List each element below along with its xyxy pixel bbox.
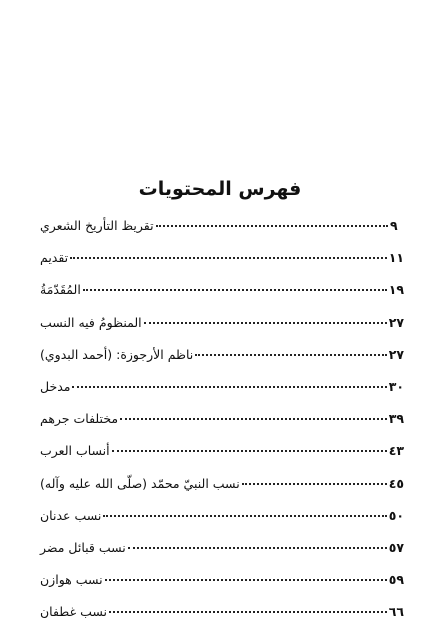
toc-entry: [36, 379, 406, 411]
toc-entry: [36, 218, 406, 250]
toc-entry: [36, 508, 406, 540]
toc-entry: [36, 604, 406, 636]
table-of-contents: [36, 218, 406, 636]
toc-entry: [36, 540, 406, 572]
toc-entry-page: ٤٥: [388, 475, 404, 491]
toc-entry-title: المنظومُ فيه النسب: [40, 314, 142, 330]
leader-dots: [105, 578, 387, 581]
toc-entry-page: ٦٦: [388, 604, 404, 620]
toc-entry: [36, 572, 406, 604]
leader-dots: [128, 546, 387, 549]
toc-entry: [36, 315, 406, 347]
toc-entry-title: تقريظ التأريخ الشعري: [40, 218, 154, 233]
toc-entry-page: ١١: [388, 250, 404, 266]
toc-entry-title: ناظم الأرجوزة: (أحمد البدوي): [40, 346, 194, 362]
toc-entry-title: نسب قبائل مضر: [40, 539, 126, 555]
toc-entry: [36, 476, 406, 508]
leader-dots: [109, 610, 387, 613]
toc-entry: [36, 347, 406, 379]
leader-dots: [120, 417, 387, 420]
toc-entry-title: نسب هوازن: [40, 572, 103, 588]
page-title: فهرس المحتويات: [138, 178, 302, 200]
toc-entry-page: ٣٠: [388, 378, 404, 394]
toc-entry-page: ٢٧: [388, 346, 404, 362]
leader-dots: [144, 321, 387, 324]
toc-entry-page: ٩: [390, 218, 398, 233]
toc-entry-title: نسب النبيّ محمّد (صلّى الله عليه وآله): [40, 475, 240, 491]
toc-entry-page: ٥٩: [388, 572, 404, 588]
toc-entry: [36, 282, 406, 314]
toc-entry: [36, 411, 406, 443]
toc-entry-page: ٥٠: [388, 507, 404, 523]
leader-dots: [72, 385, 386, 388]
toc-entry-page: ١٩: [388, 282, 404, 298]
leader-dots: [156, 224, 388, 227]
leader-dots: [70, 256, 387, 259]
toc-entry-title: أنساب العرب: [40, 443, 110, 459]
leader-dots: [195, 353, 386, 356]
toc-entry: [36, 250, 406, 282]
leader-dots: [103, 514, 386, 517]
leader-dots: [242, 482, 387, 485]
toc-entry: [36, 443, 406, 475]
toc-entry-page: ٥٧: [388, 539, 404, 555]
toc-entry-title: المُقَدّمَةُ: [40, 282, 81, 298]
toc-entry-title: تقديم: [40, 250, 69, 266]
toc-entry-page: ٢٧: [388, 314, 404, 330]
toc-entry-page: ٤٣: [388, 443, 404, 459]
toc-entry-title: مختلفات جرهم: [40, 411, 119, 427]
toc-entry-title: نسب عدنان: [40, 507, 102, 523]
toc-entry-page: ٣٩: [388, 411, 404, 427]
leader-dots: [112, 449, 387, 452]
leader-dots: [83, 288, 387, 291]
toc-entry-title: نسب غطفان: [40, 604, 107, 620]
toc-entry-title: مدخل: [40, 378, 71, 394]
